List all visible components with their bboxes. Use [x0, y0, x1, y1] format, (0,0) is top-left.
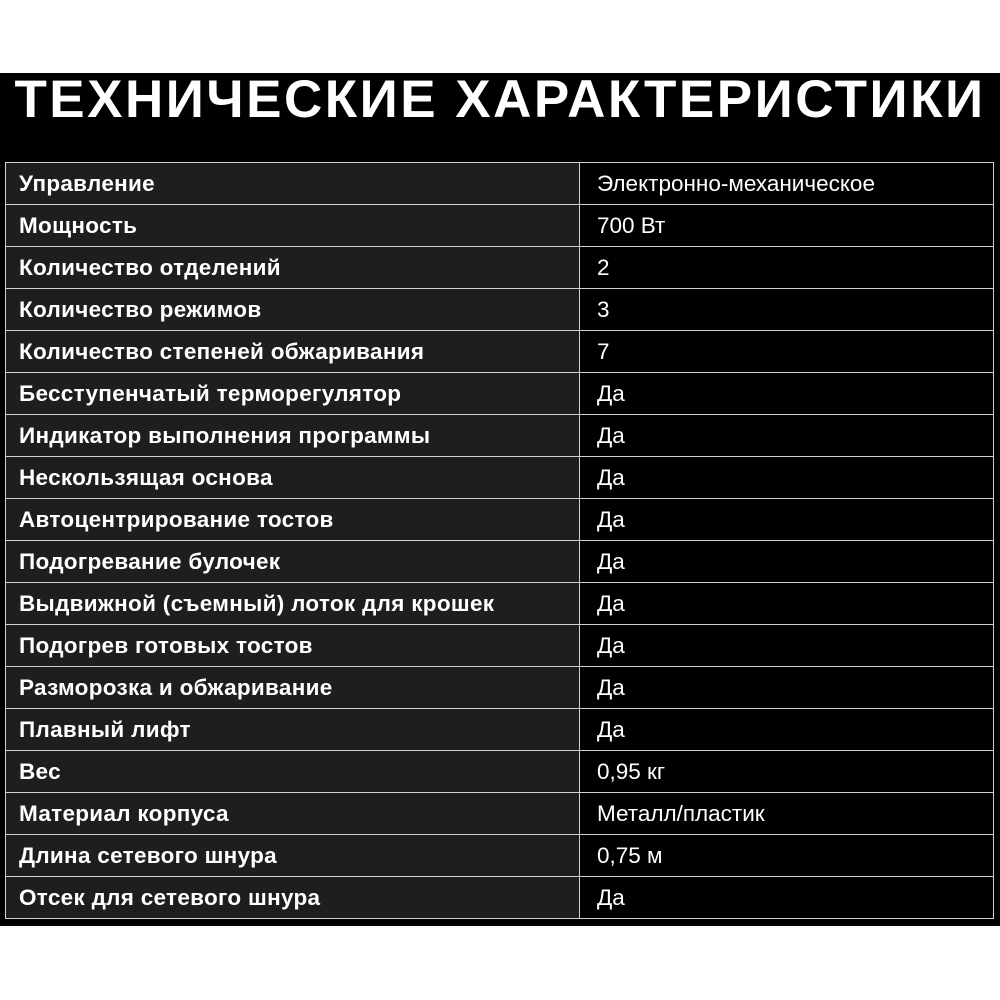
spec-param-cell: Выдвижной (съемный) лоток для крошек: [6, 583, 580, 625]
spec-param-cell: Бесступенчатый терморегулятор: [6, 373, 580, 415]
spec-value-cell: Металл/пластик: [580, 793, 994, 835]
spec-param-cell: Автоцентрирование тостов: [6, 499, 580, 541]
table-row: [6, 625, 994, 667]
spec-param-cell: Материал корпуса: [6, 793, 580, 835]
spec-value-cell: Электронно-механическое: [580, 163, 994, 205]
spec-param-cell: Количество режимов: [6, 289, 580, 331]
table-row: [6, 709, 994, 751]
page-title: ТЕХНИЧЕСКИЕ ХАРАКТЕРИСТИКИ: [14, 73, 986, 129]
spec-param-cell: Подогрев готовых тостов: [6, 625, 580, 667]
table-row: [6, 877, 994, 919]
spec-param-cell: Подогревание булочек: [6, 541, 580, 583]
spec-param-cell: Вес: [6, 751, 580, 793]
spec-param-cell: Отсек для сетевого шнура: [6, 877, 580, 919]
spec-param-cell: Количество степеней обжаривания: [6, 331, 580, 373]
table-row: [6, 583, 994, 625]
table-row: [6, 415, 994, 457]
table-row: [6, 457, 994, 499]
spec-value-cell: Да: [580, 415, 994, 457]
table-row: [6, 499, 994, 541]
spec-value-cell: Да: [580, 709, 994, 751]
table-row: [6, 247, 994, 289]
spec-param-cell: Управление: [6, 163, 580, 205]
spec-param-cell: Количество отделений: [6, 247, 580, 289]
spec-value-cell: 700 Вт: [580, 205, 994, 247]
spec-value-cell: 3: [580, 289, 994, 331]
table-row: [6, 205, 994, 247]
spec-value-cell: Да: [580, 625, 994, 667]
spec-value-cell: 0,95 кг: [580, 751, 994, 793]
spec-value-cell: 0,75 м: [580, 835, 994, 877]
spec-param-cell: Разморозка и обжаривание: [6, 667, 580, 709]
table-row: [6, 289, 994, 331]
spec-param-cell: Длина сетевого шнура: [6, 835, 580, 877]
spec-value-cell: Да: [580, 583, 994, 625]
spec-param-cell: Плавный лифт: [6, 709, 580, 751]
table-row: [6, 793, 994, 835]
spec-value-cell: 2: [580, 247, 994, 289]
table-row: [6, 667, 994, 709]
spec-value-cell: Да: [580, 499, 994, 541]
table-row: [6, 163, 994, 205]
spec-value-cell: Да: [580, 877, 994, 919]
table-row: [6, 331, 994, 373]
spec-value-cell: 7: [580, 331, 994, 373]
spec-param-cell: Индикатор выполнения программы: [6, 415, 580, 457]
table-row: [6, 373, 994, 415]
spec-param-cell: Нескользящая основа: [6, 457, 580, 499]
spec-panel: [0, 73, 1000, 926]
spec-value-cell: Да: [580, 457, 994, 499]
spec-table-body: [6, 163, 994, 919]
spec-table: [5, 162, 994, 919]
spec-value-cell: Да: [580, 373, 994, 415]
table-row: [6, 835, 994, 877]
table-row: [6, 751, 994, 793]
spec-param-cell: Мощность: [6, 205, 580, 247]
spec-value-cell: Да: [580, 541, 994, 583]
table-row: [6, 541, 994, 583]
spec-value-cell: Да: [580, 667, 994, 709]
